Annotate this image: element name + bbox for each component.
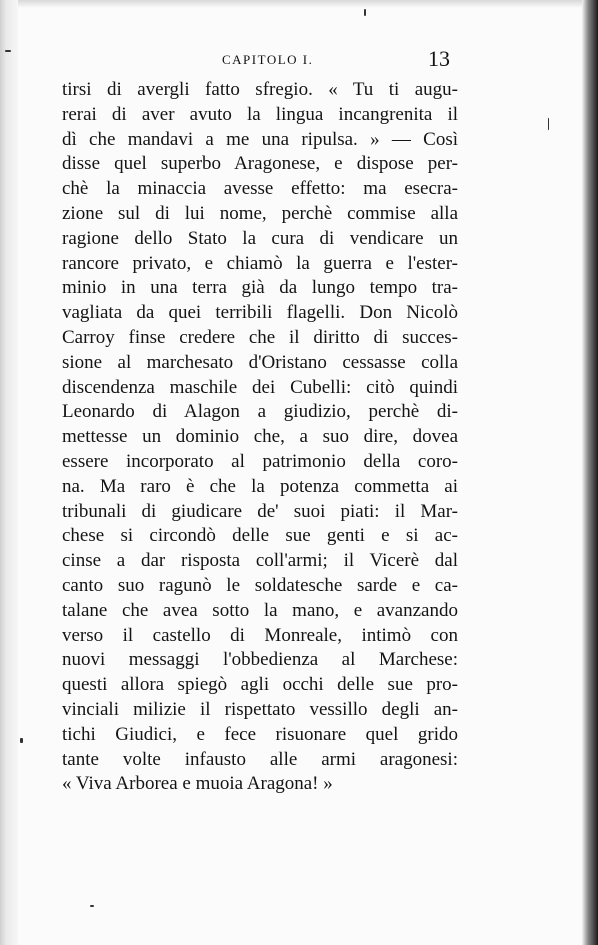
scan-speck (364, 9, 366, 16)
running-head: CAPITOLO I. (222, 52, 314, 67)
text-line: cinse a dar risposta coll'armi; il Vicerè dal (62, 550, 458, 572)
text-line: tirsi di avergli fatto sfregio. « Tu ti augu- (62, 79, 458, 100)
text-line: disse quel superbo Aragonese, e dispose per- (62, 153, 458, 175)
text-line: nuovi messaggi l'obbedienza al Marchese: (62, 649, 458, 671)
scan-speck (90, 905, 94, 907)
text-line: discendenza maschile dei Cubelli: citò quindi (62, 376, 458, 398)
text-line: minio in una terra già da lungo tempo tra- (62, 277, 458, 299)
text-line: zione sul di lui nome, perchè commise alla (62, 202, 458, 224)
text-line: tribunali di giudicare de' suoi piati: il Mar- (62, 500, 458, 522)
text-line: tante volte infausto alle armi aragonesi: (62, 748, 458, 770)
text-line: chè la minaccia avesse effetto: ma esecra- (62, 178, 458, 200)
scan-speck (548, 118, 549, 130)
text-line: Carroy finse credere che il diritto di succes- (62, 326, 458, 348)
page-right-edge-shadow (582, 0, 598, 945)
text-line: « Viva Arborea e muoia Aragona! » (62, 773, 333, 795)
text-line: na. Ma raro è che la potenza commetta ai (62, 475, 458, 497)
text-line: vinciali milizie il rispettato vessillo degli an- (62, 698, 458, 720)
text-line: chese si circondò delle sue genti e si ac- (62, 525, 458, 547)
text-line: dì che mandavi a me una ripulsa. » — Così (62, 128, 458, 150)
text-line: sione al marchesato d'Oristano cessasse colla (62, 351, 458, 373)
text-line: rancore privato, e chiamò la guerra e l'ester- (62, 252, 458, 274)
text-line: questi allora spiegò agli occhi delle sue pro- (62, 674, 458, 696)
text-line: essere incorporato al patrimonio della coro- (62, 450, 458, 472)
text-line: vagliata da quei terribili flagelli. Don Nicolò (62, 302, 458, 324)
text-line: mettesse un dominio che, a suo dire, dovea (62, 426, 458, 448)
text-line: verso il castello di Monreale, intimò con (62, 624, 458, 646)
body-text (62, 78, 458, 797)
scan-speck (20, 738, 23, 743)
text-line: canto suo ragunò le soldatesche sarde e ca- (62, 574, 458, 596)
text-line: ragione dello Stato la cura di vendicare un (62, 227, 458, 249)
page-left-gutter-shadow (0, 0, 18, 945)
text-line: rerai di aver avuto la lingua incangrenita il (62, 103, 458, 125)
page-number: 13 (428, 46, 450, 71)
scan-speck (5, 50, 11, 52)
text-line: Leonardo di Alagon a giudizio, perchè di- (62, 401, 458, 423)
text-line: tichi Giudici, e fece risuonare quel grido (62, 723, 458, 745)
page-top-shadow (0, 0, 598, 8)
text-line: talane che avea sotto la mano, e avanzando (62, 599, 458, 621)
